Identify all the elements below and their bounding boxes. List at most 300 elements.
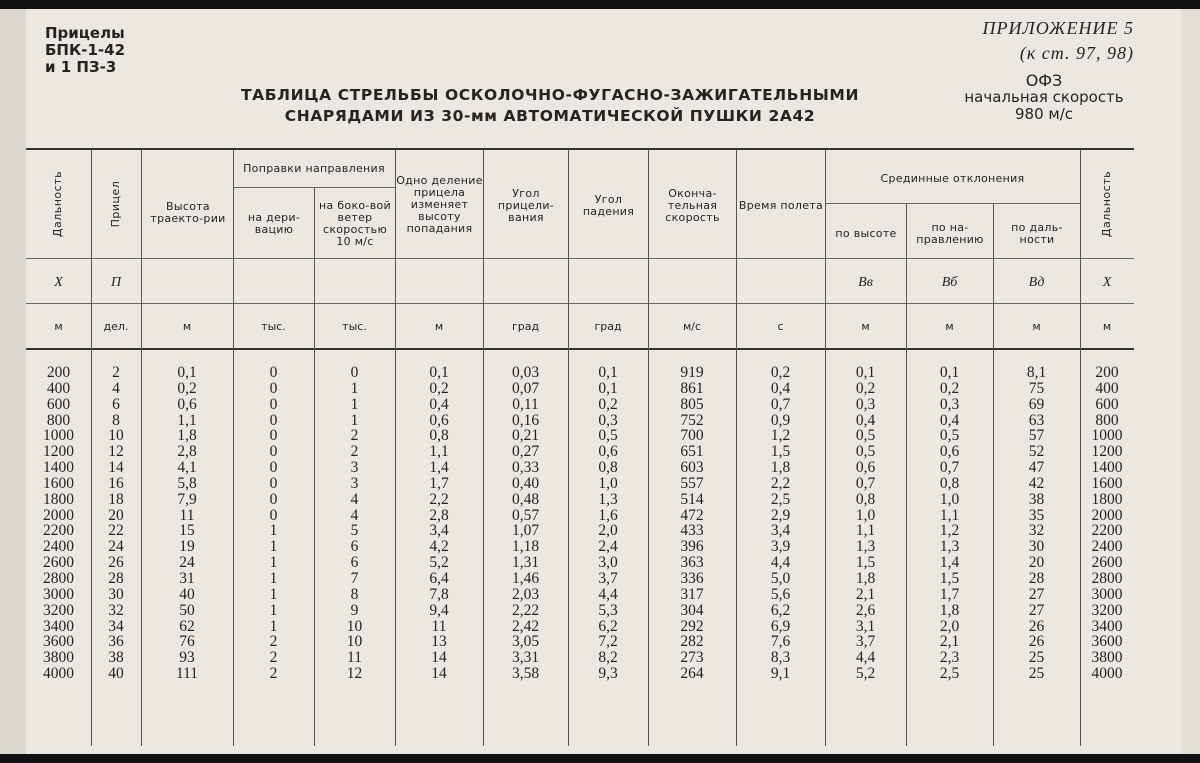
unit-cell: с [777, 320, 784, 333]
table-cell: 0,4 [855, 411, 876, 429]
table-cell: 9,3 [598, 665, 618, 683]
table-cell: 400 [46, 379, 71, 397]
table-cell: 4000 [43, 665, 74, 683]
scan-right-margin [1182, 9, 1200, 754]
table-cell: 8,3 [770, 649, 791, 667]
unit-cell: м [945, 320, 954, 333]
table-cell: 336 [680, 569, 704, 587]
table-cell: 31 [179, 569, 195, 587]
table-cell: 15 [179, 522, 195, 540]
table-cell: 0 [269, 474, 278, 492]
table-cell: 1,31 [511, 554, 540, 572]
table-cell: 10 [346, 633, 363, 651]
table-cell: 1,18 [511, 538, 540, 556]
table-cell: 4 [350, 490, 359, 508]
table-cell: 9,1 [770, 665, 791, 683]
table-cell: 6 [350, 554, 359, 572]
table-cell: 3,4 [770, 522, 791, 540]
header-corrections: Поправки направления [243, 162, 385, 175]
table-cell: 8,1 [1026, 364, 1047, 381]
table-cell: 1,3 [939, 538, 960, 556]
header-range: Дальность [51, 170, 64, 238]
scan-top-border [0, 0, 1200, 9]
table-cell: 1 [269, 569, 278, 587]
table-cell: 0 [269, 395, 278, 413]
table-cell: 2,6 [855, 601, 876, 619]
table-cell: 1,7 [429, 474, 449, 492]
table-cell: 0,7 [855, 474, 876, 492]
table-cell: 6,9 [770, 617, 791, 635]
table-cell: 800 [46, 411, 71, 429]
table-cell: 0,5 [855, 443, 876, 461]
table-cell: 919 [680, 364, 704, 381]
table-cell: 1,4 [429, 459, 449, 477]
table-cell: 0,6 [855, 459, 876, 477]
page-title [190, 85, 910, 127]
table-cell: 0,5 [855, 427, 876, 445]
table-cell: 47 [1028, 459, 1045, 477]
table-cell: 0 [269, 490, 278, 508]
table-cell: 76 [179, 633, 195, 651]
header-median-range: по даль-ности [1011, 221, 1063, 246]
table-cell: 304 [680, 601, 704, 619]
table-cell: 1000 [1091, 427, 1123, 445]
table-cell: 3600 [43, 633, 74, 651]
table-cell: 514 [680, 490, 704, 508]
title-line-2: СНАРЯДАМИ ИЗ 30-мм АВТОМАТИЧЕСКОЙ ПУШКИ 2А42 [284, 107, 816, 125]
symbol-cell: X [1102, 275, 1112, 290]
table-cell: 62 [179, 617, 195, 635]
table-cell: 2,3 [939, 649, 960, 667]
table-cell: 1,7 [939, 585, 960, 603]
table-cell: 1,2 [939, 522, 960, 540]
table-cell: 1 [269, 585, 278, 603]
table-cell: 396 [680, 538, 704, 556]
table-cell: 0 [269, 427, 278, 445]
header-median-deviations: Срединные отклонения [880, 172, 1025, 185]
unit-cell: м/с [682, 320, 702, 333]
table-cell: 3600 [1091, 633, 1123, 651]
table-cell: 0,03 [511, 364, 540, 381]
table-cell: 1 [269, 522, 278, 540]
table-cell: 600 [1095, 395, 1119, 413]
table-cell: 264 [680, 665, 704, 683]
table-cell: 0,7 [770, 395, 791, 413]
unit-cell: м [54, 320, 63, 333]
unit-cell: дел. [103, 320, 129, 333]
header-fall-angle: Угол падения [582, 193, 635, 218]
table-cell: 2800 [43, 569, 74, 587]
table-cell: 12 [108, 443, 124, 461]
table-cell: 0,1 [429, 364, 449, 381]
table-cell: 1400 [43, 459, 74, 477]
table-cell: 10 [346, 617, 363, 635]
table-cell: 1 [269, 538, 278, 556]
table-cell: 0,11 [512, 395, 539, 413]
table-cell: 4 [112, 379, 120, 397]
table-cell: 93 [179, 649, 195, 667]
table-cell: 34 [108, 617, 124, 635]
symbol-cell: Вд [1028, 275, 1045, 290]
table-cell: 0,16 [511, 411, 540, 429]
table-cell: 19 [179, 538, 195, 556]
table-cell: 0 [269, 506, 278, 524]
table-cell: 0,21 [511, 427, 540, 445]
table-cell: 1 [350, 411, 359, 429]
table-cell: 2800 [1091, 569, 1123, 587]
table-cell: 0 [269, 443, 278, 461]
table-cell: 6,4 [429, 569, 449, 587]
table-cell: 18 [108, 490, 124, 508]
header-drift: на дери-вацию [247, 211, 301, 236]
table-cell: 6,2 [770, 601, 791, 619]
table-cell: 3800 [43, 649, 74, 667]
table-cell: 1,8 [855, 569, 876, 587]
table-cell: 0,48 [511, 490, 540, 508]
table-cell: 0 [269, 459, 278, 477]
table-cell: 0,1 [598, 379, 618, 397]
table-cell: 4000 [1091, 665, 1123, 683]
table-cell: 0,6 [939, 443, 960, 461]
table-cell: 603 [680, 459, 704, 477]
table-cell: 0,27 [511, 443, 540, 461]
table-cell: 40 [179, 585, 195, 603]
table-cell: 2,0 [939, 617, 960, 635]
table-cell: 14 [108, 459, 124, 477]
sight-label-line: и 1 ПЗ-3 [45, 58, 117, 76]
table-cell: 1 [269, 554, 278, 572]
table-cell: 2,1 [939, 633, 960, 651]
unit-rule [26, 303, 1134, 304]
table-cell: 2,42 [511, 617, 540, 635]
table-cell: 3400 [43, 617, 74, 635]
unit-cell: тыс. [261, 320, 286, 333]
table-cell: 800 [1095, 411, 1119, 429]
unit-cell: тыс. [342, 320, 367, 333]
table-cell: 0,40 [511, 474, 540, 492]
table-cell: 273 [680, 649, 704, 667]
table-cell: 32 [1028, 522, 1045, 540]
header-height: Высота траекто-рии [150, 200, 226, 225]
table-cell: 2400 [1091, 538, 1123, 556]
table-cell: 3 [350, 474, 359, 492]
table-cell: 50 [179, 601, 195, 619]
table-cell: 700 [680, 427, 704, 445]
table-cell: 282 [680, 633, 704, 651]
table-cell: 7,2 [598, 633, 618, 651]
table-cell: 5,2 [429, 554, 449, 572]
header-division: Одно деление прицела изменяет высоту попадания [396, 174, 483, 235]
table-cell: 0,5 [598, 427, 618, 445]
sight-label [45, 25, 125, 76]
table-cell: 52 [1028, 443, 1045, 461]
appendix-label [983, 16, 1134, 66]
table-cell: 0,7 [939, 459, 960, 477]
table-cell: 0,4 [429, 395, 449, 413]
unit-cell: град [511, 320, 540, 333]
table-cell: 0,1 [855, 364, 876, 381]
table-cell: 1200 [43, 443, 74, 461]
table-cell: 0,8 [939, 474, 960, 492]
table-cell: 2,22 [511, 601, 540, 619]
table-cell: 5,2 [855, 665, 876, 683]
table-cell: 1200 [1091, 443, 1123, 461]
table-cell: 1 [269, 601, 278, 619]
table-cell: 16 [108, 474, 124, 492]
table-cell: 20 [108, 506, 124, 524]
table-cell: 14 [431, 665, 447, 683]
table-cell: 1,3 [598, 490, 618, 508]
table-cell: 1600 [1091, 474, 1123, 492]
table-cell: 24 [179, 554, 195, 572]
table-cell: 1,5 [855, 554, 876, 572]
table-cell: 0,2 [770, 364, 791, 381]
unit-cell: град [594, 320, 622, 333]
table-cell: 5,0 [770, 569, 791, 587]
table-cell: 0,2 [177, 379, 197, 397]
table-cell: 557 [680, 474, 704, 492]
header-range-right: Дальность [1100, 170, 1113, 238]
table-cell: 2000 [43, 506, 74, 524]
table-cell: 38 [108, 649, 124, 667]
table-cell: 32 [108, 601, 124, 619]
table-cell: 5,8 [177, 474, 197, 492]
table-cell: 27 [1028, 585, 1045, 603]
table-cell: 0,3 [855, 395, 876, 413]
table-cell: 2,2 [429, 490, 449, 508]
table-cell: 9,4 [429, 601, 449, 619]
table-cell: 11 [431, 617, 447, 635]
table-cell: 13 [431, 633, 447, 651]
table-cell: 0,1 [598, 364, 618, 381]
table-cell: 0,6 [429, 411, 449, 429]
table-cell: 2,0 [598, 522, 618, 540]
table-cell: 200 [1095, 364, 1119, 381]
table-cell: 1,0 [855, 506, 876, 524]
table-cell: 3,7 [855, 633, 876, 651]
table-cell: 11 [179, 506, 195, 524]
table-cell: 4,4 [598, 585, 618, 603]
table-cell: 292 [680, 617, 704, 635]
table-cell: 4 [350, 506, 359, 524]
table-cell: 2 [350, 443, 359, 461]
header-flight-time: Время полета [738, 199, 824, 212]
table-cell: 25 [1028, 665, 1045, 683]
table-cell: 1,5 [939, 569, 960, 587]
table-cell: 0,5 [939, 427, 960, 445]
table-cell: 2,1 [855, 585, 876, 603]
ammo-code: ОФЗ [1025, 71, 1063, 90]
table-cell: 2200 [1091, 522, 1123, 540]
table-cell: 7,8 [429, 585, 449, 603]
scan-left-margin [0, 9, 26, 754]
table-cell: 2200 [43, 522, 74, 540]
table-cell: 10 [108, 427, 124, 445]
median-rule [825, 203, 1080, 204]
table-cell: 651 [680, 443, 704, 461]
table-cell: 2 [269, 665, 278, 683]
table-cell: 2,4 [598, 538, 618, 556]
table-cell: 2,8 [177, 443, 197, 461]
table-cell: 1800 [1091, 490, 1123, 508]
table-cell: 1 [350, 379, 359, 397]
table-cell: 2 [350, 427, 359, 445]
table-cell: 0,2 [855, 379, 876, 397]
table-cell: 7 [350, 569, 359, 587]
table-cell: 26 [1028, 633, 1045, 651]
table-cell: 8 [350, 585, 359, 603]
table-cell: 38 [1028, 490, 1045, 508]
table-cell: 0,3 [598, 411, 618, 429]
table-cell: 1,1 [177, 411, 197, 429]
sight-label-line: БПК-1-42 [45, 41, 126, 59]
table-cell: 2,5 [939, 665, 960, 683]
table-cell: 1,1 [855, 522, 876, 540]
table-cell: 0,3 [939, 395, 960, 413]
header-final-speed: Оконча-тельная скорость [665, 187, 720, 224]
table-cell: 8 [112, 411, 120, 429]
table-cell: 0,07 [511, 379, 540, 397]
header-aim-angle: Угол прицели-вания [497, 187, 555, 224]
unit-cell: м [434, 320, 444, 333]
table-cell: 433 [680, 522, 704, 540]
table-cell: 14 [431, 649, 447, 667]
table-cell: 3,31 [511, 649, 540, 667]
table-cell: 3,0 [598, 554, 618, 572]
table-cell: 1,3 [855, 538, 876, 556]
table-cell: 3000 [43, 585, 74, 603]
table-cell: 1000 [43, 427, 74, 445]
table-cell: 0,8 [855, 490, 876, 508]
table-cell: 1400 [1091, 459, 1123, 477]
header-median-height: по высоте [835, 227, 897, 240]
table-cell: 0 [269, 411, 278, 429]
table-cell: 69 [1028, 395, 1045, 413]
table-cell: 1,8 [939, 601, 960, 619]
table-cell: 57 [1028, 427, 1045, 445]
table-cell: 1,1 [429, 443, 449, 461]
title-line-1: ТАБЛИЦА СТРЕЛЬБЫ ОСКОЛОЧНО-ФУГАСНО-ЗАЖИГАТЕЛЬНЫМИ [240, 86, 860, 104]
table-cell: 317 [680, 585, 704, 603]
table-cell: 2 [269, 649, 278, 667]
table-cell: 1,0 [598, 474, 618, 492]
table-cell: 0 [350, 364, 359, 381]
table-cell: 0 [269, 379, 278, 397]
table-cell: 3,05 [511, 633, 540, 651]
table-cell: 36 [108, 633, 124, 651]
table-cell: 6 [350, 538, 359, 556]
table-cell: 7,6 [770, 633, 791, 651]
table-cell: 35 [1028, 506, 1045, 524]
table-cell: 2 [112, 364, 120, 381]
symbol-cell: X [54, 275, 63, 290]
unit-cell: м [1102, 320, 1112, 333]
table-cell: 3,58 [511, 665, 540, 683]
table-cell: 2600 [43, 554, 74, 572]
velocity-label: начальная скорость [964, 88, 1124, 106]
symbol-rule [26, 258, 1134, 259]
table-cell: 1,4 [939, 554, 960, 572]
table-cell: 2400 [43, 538, 74, 556]
table-cell: 0 [269, 364, 278, 381]
table-cell: 0,8 [429, 427, 449, 445]
table-cell: 1,46 [511, 569, 540, 587]
table-cell: 0,4 [770, 379, 791, 397]
symbol-cell: Вб [941, 275, 958, 290]
table-cell: 30 [108, 585, 124, 603]
header-bottom-rule [26, 348, 1134, 350]
table-cell: 3,7 [598, 569, 618, 587]
table-cell: 0,57 [511, 506, 540, 524]
table-cell: 3000 [1091, 585, 1123, 603]
table-cell: 1600 [43, 474, 74, 492]
table-cell: 200 [46, 364, 71, 381]
appendix-title: ПРИЛОЖЕНИЕ 5 [982, 18, 1134, 38]
table-cell: 0,2 [429, 379, 449, 397]
firing-table [26, 148, 1134, 748]
table-cell: 0,8 [598, 459, 618, 477]
table-cell: 1,07 [511, 522, 540, 540]
table-cell: 63 [1028, 411, 1045, 429]
symbol-cell: Вв [858, 275, 873, 290]
table-cell: 0,2 [939, 379, 960, 397]
table-cell: 2000 [1091, 506, 1123, 524]
table-cell: 75 [1028, 379, 1045, 397]
table-cell: 2600 [1091, 554, 1123, 572]
sight-label-line: Прицелы [45, 24, 125, 42]
table-cell: 30 [1028, 538, 1045, 556]
table-cell: 1800 [43, 490, 74, 508]
table-cell: 26 [1028, 617, 1045, 635]
table-cell: 26 [108, 554, 124, 572]
table-cell: 1,5 [770, 443, 791, 461]
table-cell: 805 [680, 395, 704, 413]
velocity-value: 980 м/с [1014, 105, 1073, 123]
table-cell: 111 [175, 665, 199, 683]
table-cell: 5,6 [770, 585, 791, 603]
table-cell: 752 [680, 411, 704, 429]
table-cell: 3,4 [429, 522, 449, 540]
table-cell: 5,3 [598, 601, 618, 619]
table-cell: 3200 [43, 601, 74, 619]
table-cell: 2,2 [770, 474, 791, 492]
header-wind: на боко-вой ветер скоростью 10 м/с [319, 199, 391, 248]
header-median-direction: по на-правлению [916, 221, 984, 246]
table-cell: 1,6 [598, 506, 618, 524]
table-cell: 3800 [1091, 649, 1123, 667]
unit-cell: м [1032, 320, 1041, 333]
table-cell: 3,9 [770, 538, 791, 556]
table-cell: 0,4 [939, 411, 960, 429]
table-cell: 28 [108, 569, 124, 587]
table-cell: 22 [108, 522, 124, 540]
table-top-rule [26, 148, 1134, 150]
table-cell: 11 [347, 649, 362, 667]
table-cell: 4,4 [855, 649, 876, 667]
table-cell: 20 [1028, 554, 1045, 572]
table-cell: 3,1 [855, 617, 876, 635]
table-cell: 363 [680, 554, 704, 572]
table-cell: 8,2 [598, 649, 618, 667]
table-cell: 600 [46, 395, 71, 413]
table-cell: 0,9 [770, 411, 791, 429]
table-cell: 0,6 [177, 395, 197, 413]
table-cell: 2 [269, 633, 278, 651]
table-cell: 0,2 [598, 395, 618, 413]
scan-bottom-border [0, 754, 1200, 763]
table-cell: 3200 [1091, 601, 1123, 619]
table-cell: 12 [346, 665, 363, 683]
